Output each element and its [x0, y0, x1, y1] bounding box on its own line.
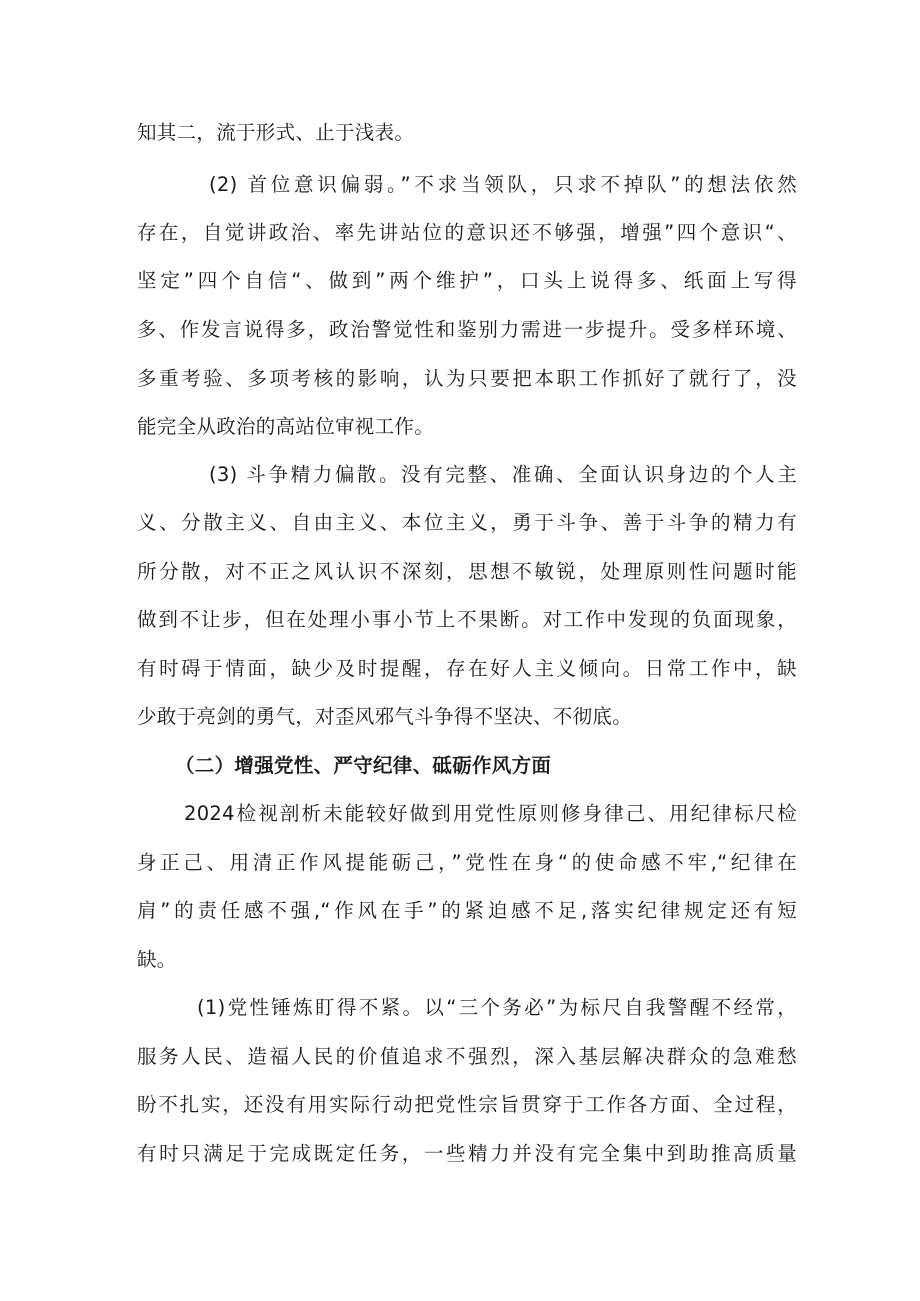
paragraph-line: (3) 斗争精力偏散。没有完整、准确、全面认识身边的个人主 [209, 463, 797, 486]
paragraph-line: 身正己、用清正作风提能砺己，”党性在身“的使命感不牢,“纪律在 [137, 851, 797, 874]
paragraph-line: 多、作发言说得多，政治警觉性和鉴别力需进一步提升。受多样环境、 [137, 318, 797, 341]
paragraph-line: 缺。 [137, 948, 177, 971]
paragraph-line: 多重考验、多项考核的影响，认为只要把本职工作抓好了就行了，没 [137, 367, 797, 390]
paragraph-line: 能完全从政治的高站位审视工作。 [137, 415, 435, 438]
paragraph-line: 服务人民、造福人民的价值追求不强烈，深入基层解决群众的急难愁 [137, 1045, 797, 1068]
paragraph-line: 坚定”四个自信“、做到”两个维护”，口头上说得多、纸面上写得 [137, 269, 797, 292]
section-heading: （二）增强党性、严守纪律、砥砺作风方面 [175, 754, 552, 777]
paragraph-line: 有时只满足于完成既定任务，一些精力并没有完全集中到助推高质量 [137, 1142, 797, 1165]
paragraph-line: 知其二，流于形式、止于浅表。 [137, 121, 415, 144]
paragraph-line: 2024检视剖析未能较好做到用党性原则修身律己、用纪律标尺检 [184, 802, 797, 825]
paragraph-line: 所分散，对不正之风认识不深刻，思想不敏锐，处理原则性问题时能 [137, 560, 797, 583]
paragraph-line: 做到不让步，但在处理小事小节上不果断。对工作中发现的负面现象， [137, 608, 797, 631]
paragraph-line: 少敢于亮剑的勇气，对歪风邪气斗争得不坚决、不彻底。 [137, 705, 633, 728]
paragraph-line: 存在，自觉讲政治、率先讲站位的意识还不够强，增强”四个意识“、 [137, 221, 797, 244]
paragraph-line: 义、分散主义、自由主义、本位主义，勇于斗争、善于斗争的精力有 [137, 511, 797, 534]
paragraph-line: (2) 首位意识偏弱。”不求当领队，只求不掉队”的想法依然 [209, 173, 797, 196]
paragraph-line: 盼不扎实，还没有用实际行动把党性宗旨贯穿于工作各方面、全过程， [137, 1093, 797, 1116]
paragraph-line: (1)党性锤炼盯得不紧。以“三个务必”为标尺自我警醒不经常， [197, 996, 797, 1019]
paragraph-line: 有时碍于情面，缺少及时提醒，存在好人主义倾向。日常工作中，缺 [137, 657, 797, 680]
paragraph-line: 肩”的责任感不强,“作风在手”的紧迫感不足,落实纪律规定还有短 [137, 899, 797, 922]
